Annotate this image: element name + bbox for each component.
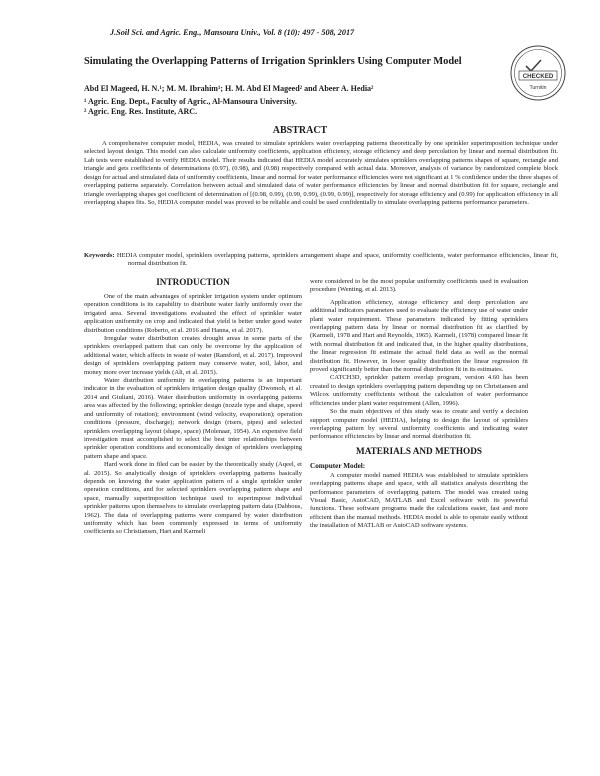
methods-paragraph: A computer model named HEDIA was established to simulate sprinklers overlapping patterns shape and space, with all statistics analysis describing the performance parameters of overlapping pattern. The model was created using Visual Basic, AutoCAD, MATLAB and Excel software with its powerful functions. These software programs made the calculations easier, fast and more efficient than the manual methods. HEDIA model is able to operate easily without the installation of MATLAB or AutoCAD software systems. bbox=[310, 471, 528, 530]
keywords-label: Keywords: bbox=[84, 252, 115, 259]
introduction-heading: INTRODUCTION bbox=[156, 277, 230, 287]
intro-paragraph: Application efficiency, storage efficiency and deep percolation are additional indicators parameters used to evaluate the efficiency use of water under plant water requirement. These parameters indicated by fitting sprinklers overlapping pattern data by linear or normal distribution fit as clarified by (Karmeli, 1978 and Hart and Reynolds, 1965). Karmeli, (1978) compared linear fit with normal distribution fit and indicated that, in the higher quality distributions, the linear regression fit estimate the actual field data as well as the normal distribution fit. However, in lower quality distribution the linear regression fit proved significantly better than the normal distribution fit in its estimates. bbox=[310, 298, 528, 374]
affiliation-2: ² Agric. Eng. Res. Institute, ARC. bbox=[84, 107, 198, 116]
abstract-text: A comprehensive computer model, HEDIA, was created to simulate sprinklers water overlapping patterns theoretically by one sprinkler superimposition technique under selected layout design. This model can also calculate uniformity coefficients, application efficiency, storage efficiency and deep percolation by linear and normal distribution fit. Lab tests were established to verify HEDIA model. Their results indicated that HEDIA model accurately simulates sprinklers overlapping patterns shapes of square, rectangle and triangle and gets coefficients of determinations (0.97), (0.98), and (0.98) respectively compared with actual data. Moreover, analysis of variance by randomized complete block design for actual and simulated data of uniformity coefficients, linear and normal for water performance efficiencies were not significant at 1 % confidence under the three shapes of overlapping patterns separately. Correlation between actual and simulated data of water performance efficiencies by linear and normal distribution fit for square, rectangle and triangle overlapping shapes got coefficient of determination of [(0.98, 0.99), (0.99, 0.99), (0.99, 0.99)], respectively for storage efficiency and (0.99) for application efficiency in all overlapping shapes fits. So, HEDIA computer model was proved to be reliable and could be used confidentially to simulate overlapping patterns performance parameters. bbox=[84, 140, 558, 207]
left-column bbox=[84, 277, 302, 537]
computer-model-subheading: Computer Model: bbox=[310, 461, 366, 470]
badge-turnitin-label: Turnitin bbox=[529, 85, 547, 91]
journal-header: J.Soil Sci. and Agric. Eng., Mansoura Univ., Vol. 8 (10): 497 - 508, 2017 bbox=[110, 28, 355, 37]
intro-paragraph: CATCH3D, sprinkler pattern overlap program, version 4.60 has been created to design sprinklers overlapping pattern depending up on Christiansen and Wilcox uniformity coefficients without the calculation of water performance efficiencies under plant water requirement (Allen, 1996). bbox=[310, 374, 528, 407]
badge-checked-label: CHECKED bbox=[522, 73, 554, 80]
intro-paragraph: One of the main advantages of sprinkler irrigation system under optimum operation conditions is its capability to distribute water fairly uniformly over the irrigated area. Several investigations evaluated the effect of sprinkler water application uniformity on crop and indicated that yield is better under good water distribution conditions (Roberto, et al. 2016 and Hanna, et al. 2017). bbox=[84, 293, 302, 334]
right-column bbox=[310, 278, 528, 531]
keywords-text: HEDIA computer model, sprinklers overlapping patterns, sprinklers arrangement shape and space, uniformity coefficients, water performance efficiencies, linear fit, normal distribution fit. bbox=[116, 252, 558, 268]
intro-paragraph: Irregular water distribution creates drought areas in some parts of the sprinklers overlapped pattern that can only be overcome by the application of additional water, which affects in waste of water (Ransford, et al. 2017). Improved design of sprinklers overlapping pattern may conserve water, soil, labor, and money more over increase yields (Ali, et al. 2015). bbox=[84, 335, 302, 376]
intro-paragraph-continued: were considered to be the most popular uniformity coefficients used in evaluation procedure (Wenting, et al. 2013). bbox=[310, 278, 528, 294]
paper-title: Simulating the Overlapping Patterns of Irrigation Sprinklers Using Computer Model bbox=[84, 56, 462, 67]
abstract-heading: ABSTRACT bbox=[272, 125, 328, 136]
intro-paragraph: So the main objectives of this study was to create and verify a decision support computer model (HEDIA), helping to design the layout of sprinklers overlapping pattern by several uniformity coefficients and indicating water performance efficiencies by linear and normal distribution fit. bbox=[310, 408, 528, 441]
keywords bbox=[84, 252, 558, 269]
affiliation-1: ¹ Agric. Eng. Dept., Faculty of Agric., Al-Mansoura University. bbox=[84, 97, 297, 106]
intro-paragraph: Hard work done in filed can be easier by the theoretically study (Aqeel, et al. 2015). So analytically design of sprinklers overlapping patterns basically depends on knowing the water application pattern of a single sprinkler under operation conditions, and for selected sprinklers overlapping pattern shape and space, manually superimposition technique used to superimpose individual sprinkler patterns upon themselves to simulate overlapping pattern data (Dabbous, 1962). The data of overlapping patterns were compared by water distribution uniformity which has been commonly expressed in terms of uniformity coefficients so Christiansen, Hart and Karmeli bbox=[84, 461, 302, 536]
methods-heading: MATERIALS AND METHODS bbox=[356, 445, 482, 456]
author-list: Abd El Mageed, H. N.¹; M. M. Ibrahim¹; H. M. Abd El Mageed² and Abeer A. Hedia² bbox=[84, 84, 374, 93]
intro-paragraph: Water distribution uniformity in overlapping patterns is an important indicator in the evaluation of sprinklers irrigation design quality (Dwomoh, et al. 2014 and Giuliani, 2016). Water distribution uniformity in overlapping patterns area was affected by the following; sprinkler design (nozzle type and shape, speed and uniformity of rotation); environment (wind velocity, evaporation); operation conditions (pressure, discharge); network design (risers, pipes) and selected sprinklers overlapping layout (shape, space) (Molenaar, 1954). An expensive field investigation must accomplished to select the best inter relationships between sprinkler operation conditions and economically design of sprinklers overlapping pattern shape and space. bbox=[84, 377, 302, 460]
turnitin-checked-badge bbox=[509, 44, 567, 102]
